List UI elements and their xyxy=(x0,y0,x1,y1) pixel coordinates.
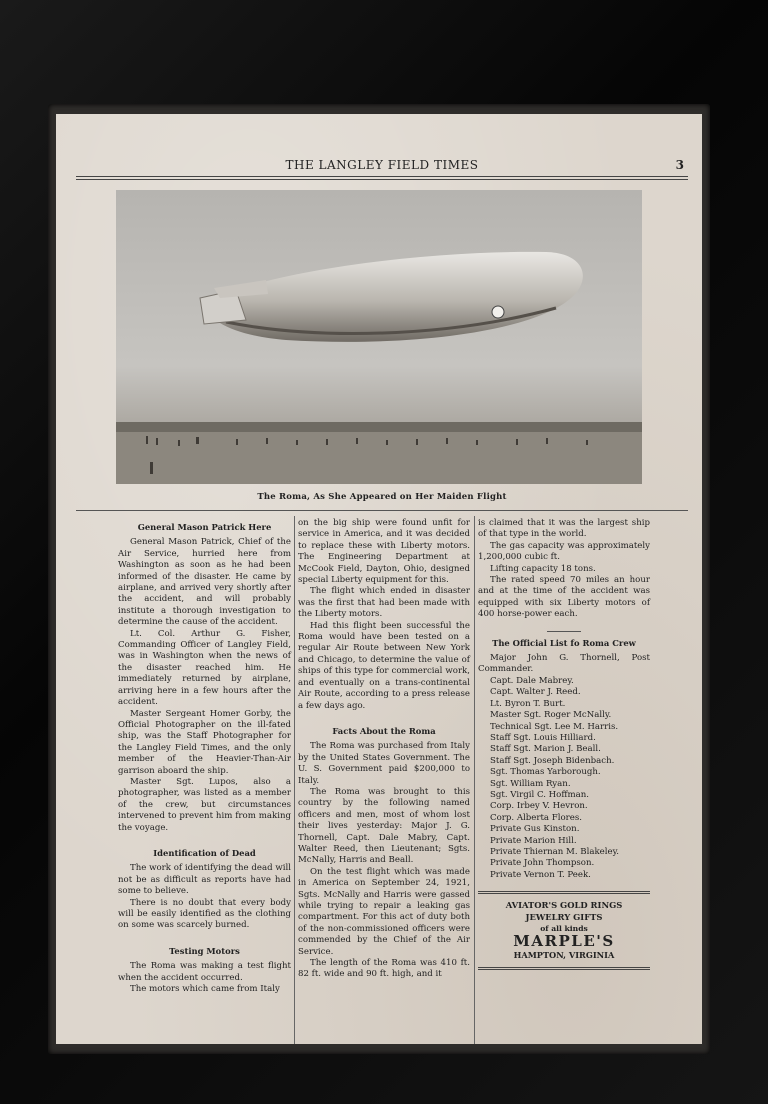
paragraph: is claimed that it was the largest ship of that type in the world. xyxy=(478,518,650,540)
paragraph: The length of the Roma was 410 ft. 82 ft. wide and 90 ft. high, and it xyxy=(298,958,470,980)
crew-member: Sgt. William Ryan. xyxy=(490,778,571,789)
paragraph: Master Sergeant Homer Gorby, the Official Photographer on the ill-fated ship, was the Staff Photographer for the Langley Field Times, and the only member of the Heavier-Than-Air garrison aboard the ship. xyxy=(118,708,291,776)
crew-member: Staff Sgt. Joseph Bidenbach. xyxy=(490,755,615,766)
column-2 xyxy=(298,518,470,981)
airfield-ground xyxy=(116,432,642,484)
crew-member: Master Sgt. Roger McNally. xyxy=(490,710,612,721)
column-3 xyxy=(478,518,650,970)
paragraph: Master Sgt. Lupos, also a photographer, was listed as a member of the crew, but circumstances intervened to prevent him from making the voyage. xyxy=(118,776,291,833)
paragraph: The rated speed 70 miles an hour and at the time of the accident was equipped with six Liberty motors of 400 horse-power each. xyxy=(478,575,650,620)
crew-member: Corp. Alberta Flores. xyxy=(490,812,583,823)
paragraph: The flight which ended in disaster was the first that had been made with the Liberty motors. xyxy=(298,586,470,620)
section-rule xyxy=(547,631,581,632)
paragraph: The Roma was making a test flight when the accident occurred. xyxy=(118,961,291,983)
paragraph: General Mason Patrick, Chief of the Air Service, hurried here from Washington as soon as he had been informed of the disaster. He came by airplane, and arrived very shortly after the accident, and will probably institute a thorough investigation to determine the cause of the accident. xyxy=(118,537,291,628)
column-divider xyxy=(294,516,295,1044)
crew-list xyxy=(478,676,650,881)
paragraph: Lt. Col. Arthur G. Fisher, Commanding Officer of Langley Field, was in Washington when the news of the disaster reached him. He immediately returned by airplane, arriving here in a few hours after the accident. xyxy=(118,628,291,708)
column-1 xyxy=(118,518,291,995)
headline-general-patrick: General Mason Patrick Here xyxy=(137,522,272,532)
paragraph: Had this flight been successful the Roma would have been tested on a regular Air Route between New York and Chicago, to determine the value of ships of this type for commercial work, and eventually on a trans-continental Air Route, according to a press release a few days ago. xyxy=(298,620,470,711)
airship-photo xyxy=(116,190,642,484)
paragraph: On the test flight which was made in America on September 24, 1921, Sgts. McNally and Harris were gassed while trying to repair a leaking gas compartment. For this act of duty both of the non-commissioned officers were commended by the Chief of the Air Service. xyxy=(298,866,470,957)
crew-lead: Major John G. Thornell, Post Commander. xyxy=(478,653,650,675)
paragraph: There is no doubt that every body will be easily identified as the clothing on some was scarcely burned. xyxy=(118,897,291,931)
crew-member: Capt. Walter J. Reed. xyxy=(490,687,581,698)
roundel-insignia xyxy=(492,306,504,318)
crew-member: Private Marion Hill. xyxy=(490,835,577,846)
ad-store-name: MARPLE'S xyxy=(513,932,615,951)
crew-member: Sgt. Thomas Yarborough. xyxy=(490,767,601,778)
newspaper-page xyxy=(56,114,702,1044)
crew-member: Technical Sgt. Lee M. Harris. xyxy=(490,721,619,732)
ad-location: HAMPTON, VIRGINIA xyxy=(513,949,615,960)
paragraph: Lifting capacity 18 tons. xyxy=(490,563,596,574)
ad-line-rings: AVIATOR'S GOLD RINGS xyxy=(505,900,623,911)
headline-facts-roma: Facts About the Roma xyxy=(332,725,436,736)
marples-advertisement xyxy=(478,891,650,970)
caption-rule xyxy=(76,510,688,511)
photo-caption: The Roma, As She Appeared on Her Maiden Flight xyxy=(257,492,507,502)
newspaper-title: THE LANGLEY FIELD TIMES xyxy=(285,158,479,172)
crew-member: Corp. Irbey V. Hevron. xyxy=(490,801,588,812)
airship-photo-drawing xyxy=(116,190,642,484)
headline-crew-list: The Official List fo Roma Crew xyxy=(492,637,636,648)
crew-member: Private Gus Kinston. xyxy=(490,824,580,835)
headline-testing-motors: Testing Motors xyxy=(169,945,240,956)
crew-member: Sgt. Virgil C. Hoffman. xyxy=(490,789,589,800)
page-number: 3 xyxy=(675,158,684,172)
paragraph: The Roma was purchased from Italy by the United States Government. The U. S. Government paid $200,000 to Italy. xyxy=(298,741,470,786)
ad-line-kinds: of all kinds xyxy=(540,924,588,933)
masthead xyxy=(76,158,688,176)
paragraph: The motors which came from Italy xyxy=(130,984,280,995)
paragraph: The gas capacity was approximately 1,200,000 cubic ft. xyxy=(478,540,650,563)
paragraph: on the big ship were found unfit for service in America, and it was decided to replace these with Liberty motors. The Engineering Department at McCook Field, Dayton, Ohio, designed special Liberty equipment for this. xyxy=(298,518,470,586)
crew-member: Lt. Byron T. Burt. xyxy=(490,698,566,709)
paragraph: The work of identifying the dead will not be as difficult as reports have had some to believe. xyxy=(118,863,291,897)
crew-member: Staff Sgt. Marion J. Beall. xyxy=(490,744,601,755)
paragraph: The Roma was brought to this country by the following named officers and men, most of whom lost their lives yesterday: Major J. G. Thornell, Capt. Dale Mabry, Capt. Walter Reed, then Lieutenant; Sgts. McNally, Harris and Beall. xyxy=(298,786,470,866)
crew-member: Staff Sgt. Louis Hilliard. xyxy=(490,732,596,743)
headline-identification: Identification of Dead xyxy=(153,847,256,858)
crew-member: Capt. Dale Mabrey. xyxy=(490,675,574,686)
crew-member: Private Vernon T. Peek. xyxy=(490,869,591,880)
crew-member: Private John Thompson. xyxy=(490,858,595,869)
ad-line-jewelry: JEWELRY GIFTS xyxy=(525,911,603,922)
column-divider xyxy=(474,516,475,1044)
crew-member: Private Thiernan M. Blakeley. xyxy=(490,846,620,857)
horizon-treeline xyxy=(116,422,642,432)
masthead-rule xyxy=(76,176,688,180)
